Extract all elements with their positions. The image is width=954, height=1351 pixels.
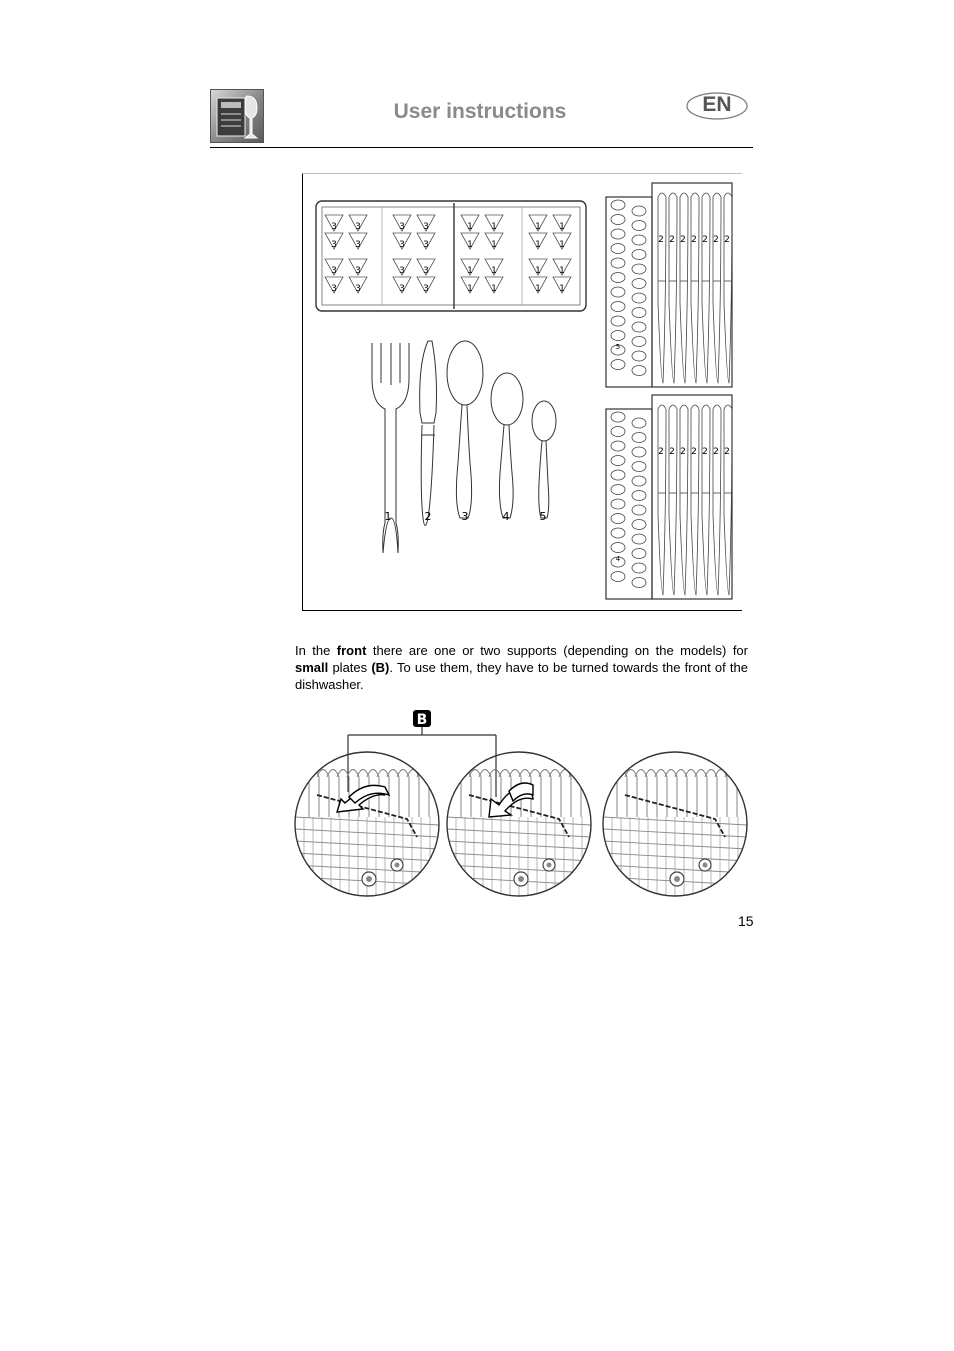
basket-zone-number: 1 (535, 284, 541, 294)
basket-zone-number: 3 (331, 284, 337, 294)
knife-label: 2 (669, 447, 675, 457)
basket-zone-number: 1 (491, 222, 497, 232)
basket-zone-number: 1 (491, 266, 497, 276)
basket-zone-number: 3 (399, 284, 405, 294)
header-divider (210, 147, 753, 148)
teaspoon-icon (532, 401, 556, 518)
basket-zone-number: 1 (467, 222, 473, 232)
knife-label: 2 (702, 447, 708, 457)
basket-zone-number: 3 (331, 266, 337, 276)
utensil-number-knife: 2 (424, 510, 432, 523)
page-title: User instructions (393, 100, 567, 123)
basket-zone-number: 1 (535, 240, 541, 250)
basket-zone-number: 3 (423, 222, 429, 232)
utensil-number-teaspoon: 5 (539, 510, 547, 523)
slot-number: 4 (615, 555, 621, 563)
tablespoon-icon (447, 341, 483, 518)
knife-tray-top (606, 183, 732, 387)
svg-text:B: B (416, 712, 428, 728)
basket-zone-number: 3 (423, 266, 429, 276)
slot-number: 5 (615, 343, 621, 351)
basket-zone-number: 1 (535, 266, 541, 276)
basket-zone-number: 1 (467, 240, 473, 250)
basket-zone-number: 1 (467, 266, 473, 276)
basket-zone-number: 1 (559, 240, 565, 250)
basket-grid (316, 201, 586, 311)
knife-label: 2 (713, 235, 719, 245)
rack-detail-3 (603, 770, 747, 898)
basket-zone-number: 3 (331, 240, 337, 250)
basket-zone-number: 3 (399, 222, 405, 232)
knife-label: 2 (680, 235, 686, 245)
utensil-number-tablespoon: 3 (461, 510, 469, 523)
basket-zone-number: 3 (355, 240, 361, 250)
knife-label: 2 (680, 447, 686, 457)
turn-arrow-icon (337, 785, 389, 812)
basket-zone-number: 3 (355, 222, 361, 232)
basket-zone-number: 1 (467, 284, 473, 294)
knife-label: 2 (702, 235, 708, 245)
knife-label: 2 (724, 447, 730, 457)
dessert-spoon-icon (491, 373, 523, 518)
basket-zone-number: 3 (399, 266, 405, 276)
knife-label: 2 (691, 235, 697, 245)
basket-zone-number: 3 (423, 284, 429, 294)
language-badge: EN (702, 93, 732, 116)
basket-zone-number: 1 (491, 240, 497, 250)
basket-zone-number: 1 (491, 284, 497, 294)
callout-b-label (348, 710, 496, 797)
basket-zone-number: 3 (355, 284, 361, 294)
knife-label: 2 (669, 235, 675, 245)
utensil-number-fork: 1 (384, 510, 392, 523)
basket-zone-number: 1 (559, 222, 565, 232)
basket-zone-number: 3 (399, 240, 405, 250)
knife-icon (420, 341, 437, 526)
knife-label: 2 (724, 235, 730, 245)
knife-tray-bottom (606, 395, 732, 599)
basket-zone-number: 1 (559, 284, 565, 294)
support-instructions-text: In the front there are one or two supports (depending on the models) for small plates (B). To use them, they have to be turned towards the front of the dishwasher. (295, 643, 748, 692)
basket-zone-number: 1 (559, 266, 565, 276)
page-number: 15 (738, 913, 754, 929)
basket-zone-number: 3 (355, 266, 361, 276)
cutlery-basket-figure (302, 173, 742, 611)
basket-zone-number: 3 (423, 240, 429, 250)
knife-label: 2 (658, 447, 664, 457)
dishwasher-logo-icon (210, 89, 264, 143)
knife-label: 2 (713, 447, 719, 457)
knife-label: 2 (658, 235, 664, 245)
utensil-number-dessert-spoon: 4 (502, 510, 510, 523)
basket-zone-number: 3 (331, 222, 337, 232)
knife-label: 2 (691, 447, 697, 457)
basket-zone-number: 1 (535, 222, 541, 232)
plate-supports-figure (293, 707, 751, 899)
